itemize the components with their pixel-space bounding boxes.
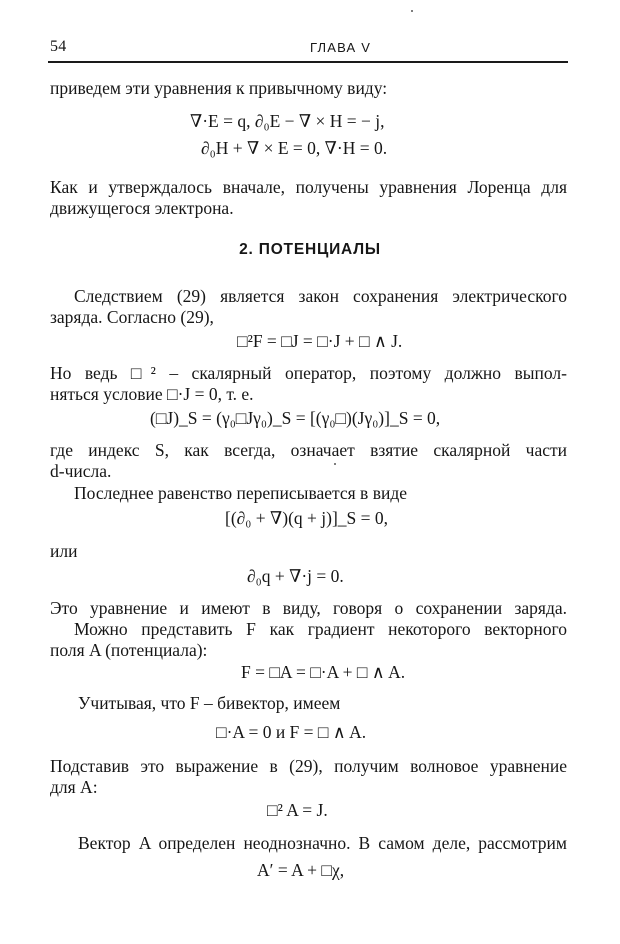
paragraph-line: заряда. Согласно (29), <box>50 307 214 327</box>
paragraph-line: Как и утверждалось вначале, получены уравнения Лоренца для <box>50 177 567 197</box>
paragraph-line: няться условие □·J = 0, т. е. <box>50 384 254 404</box>
page-header <box>48 38 570 62</box>
paragraph-line: приведем эти уравнения к привычному виду: <box>50 78 388 98</box>
equation-potential: F = □A = □·A + □ ∧ A. <box>241 662 406 682</box>
paragraph-line: или <box>50 541 78 561</box>
scan-speck <box>411 10 413 12</box>
paragraph-line: Это уравнение и имеют в виду, говоря о сохранении заряда. <box>50 598 567 618</box>
paragraph-line: Учитывая, что F – бивектор, имеем <box>78 693 341 713</box>
paragraph-line: где индекс S, как всегда, означает взятие скалярной части <box>50 440 567 460</box>
paragraph-line: поля A (потенциала): <box>50 640 208 660</box>
equation-bivector: □·A = 0 и F = □ ∧ A. <box>216 722 367 742</box>
running-head: ГЛАВА V <box>310 40 372 55</box>
equation-gauge: A′ = A + □χ, <box>257 860 345 880</box>
equation-conservation-1: [(∂₀ + ∇)(q + j)]_S = 0, <box>225 508 389 528</box>
equation-maxwell-2: ∂₀H + ∇ × E = 0, ∇·H = 0. <box>201 138 388 158</box>
section-title: 2. ПОТЕНЦИАЛЫ <box>239 241 381 258</box>
page-number: 54 <box>50 38 67 55</box>
header-rule <box>48 61 568 63</box>
paragraph-line: Вектор A определен неоднозначно. В самом деле, рассмотрим <box>78 833 567 853</box>
paragraph-line: для A: <box>50 777 98 797</box>
paragraph-line: Но ведь □² – скалярный оператор, поэтому должно выпол- <box>50 363 567 383</box>
equation-maxwell-1: ∇·E = q, ∂₀E − ∇ × H = − j, <box>190 111 385 131</box>
equation-conservation-2: ∂₀q + ∇·j = 0. <box>247 566 344 586</box>
paragraph-line: Последнее равенство переписывается в виде <box>74 483 407 503</box>
paragraph-line: d-числа. <box>50 461 112 481</box>
equation-scalar-part: (□J)_S = (γ₀□Jγ₀)_S = [(γ₀□)(Jγ₀)]_S = 0, <box>150 408 441 428</box>
paragraph-line: движущегося электрона. <box>50 198 234 218</box>
equation-wave-A: □² A = J. <box>267 800 328 820</box>
paragraph-line: Подставив это выражение в (29), получим волновое уравнение <box>50 756 567 776</box>
scan-speck <box>334 463 336 465</box>
paragraph-line: Следствием (29) является закон сохранения электрического <box>74 286 567 306</box>
equation-wave-F: □²F = □J = □·J + □ ∧ J. <box>237 331 403 351</box>
paragraph-line: Можно представить F как градиент некоторого векторного <box>74 619 567 639</box>
